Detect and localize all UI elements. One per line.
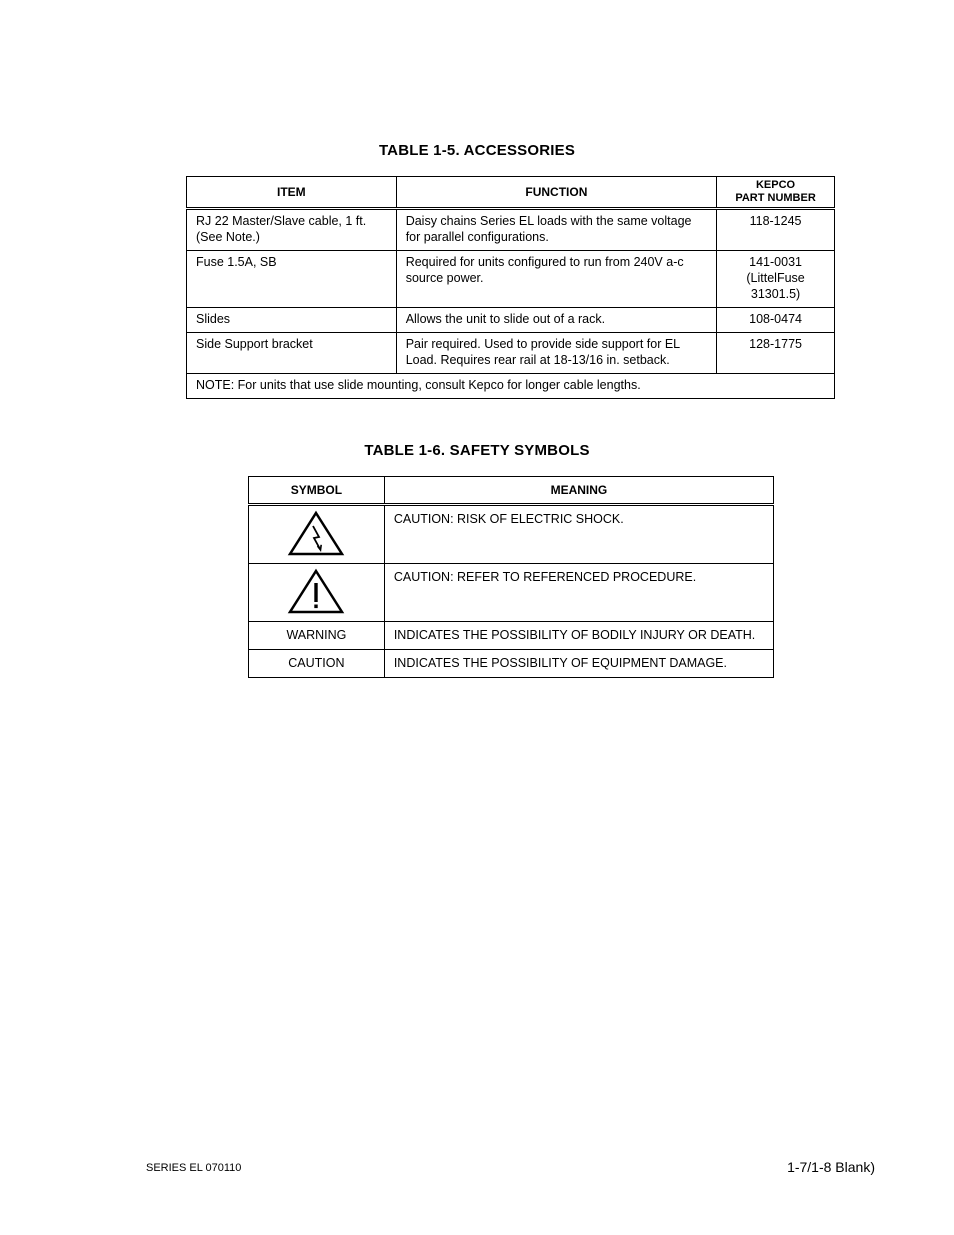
meaning-cell: INDICATES THE POSSIBILITY OF BODILY INJURY OR DEATH. xyxy=(384,622,773,650)
table-note-row xyxy=(187,374,835,399)
column-header-symbol: SYMBOL xyxy=(249,477,385,505)
column-header-meaning: MEANING xyxy=(384,477,773,505)
function-cell: Pair required. Used to provide side support for EL Load. Requires rear rail at 18-13/16 in. setback. xyxy=(396,333,716,374)
safety-symbols-table xyxy=(248,476,774,678)
item-cell: Side Support bracket xyxy=(187,333,397,374)
table-1-6-caption: TABLE 1-6. SAFETY SYMBOLS xyxy=(364,442,590,459)
table-row xyxy=(249,505,774,564)
function-cell: Daisy chains Series EL loads with the same voltage for parallel configurations. xyxy=(396,209,716,251)
part-number-cell: 128-1775 xyxy=(717,333,835,374)
meaning-cell: CAUTION: REFER TO REFERENCED PROCEDURE. xyxy=(384,564,773,622)
table-1-5-caption: TABLE 1-5. ACCESSORIES xyxy=(378,142,576,159)
part-number-cell: 118-1245 xyxy=(717,209,835,251)
footer-page-number: 1-7/1-8 Blank) xyxy=(787,1159,875,1175)
part-number-cell: 141-0031 (LittelFuse 31301.5) xyxy=(717,251,835,308)
function-cell: Allows the unit to slide out of a rack. xyxy=(396,308,716,333)
symbol-cell: WARNING xyxy=(249,622,385,650)
item-cell: RJ 22 Master/Slave cable, 1 ft. (See Note.) xyxy=(187,209,397,251)
table-row xyxy=(249,564,774,622)
table-header-row xyxy=(249,477,774,505)
meaning-cell: INDICATES THE POSSIBILITY OF EQUIPMENT DAMAGE. xyxy=(384,650,773,678)
table-row xyxy=(249,650,774,678)
symbol-cell: CAUTION xyxy=(249,650,385,678)
symbol-cell xyxy=(249,505,385,564)
footer-document-id: SERIES EL 070110 xyxy=(146,1162,242,1174)
symbol-cell xyxy=(249,564,385,622)
electric-shock-warning-icon xyxy=(287,509,345,557)
column-header-part-number: KEPCO PART NUMBER xyxy=(717,177,835,209)
accessories-table xyxy=(186,176,835,399)
table-header-row xyxy=(187,177,835,209)
table-row xyxy=(187,251,835,308)
table-row xyxy=(187,308,835,333)
item-cell: Fuse 1.5A, SB xyxy=(187,251,397,308)
table-note: NOTE: For units that use slide mounting, consult Kepco for longer cable lengths. xyxy=(187,374,835,399)
item-cell: Slides xyxy=(187,308,397,333)
column-header-item: ITEM xyxy=(187,177,397,209)
exclamation-warning-icon xyxy=(287,567,345,615)
table-row xyxy=(187,333,835,374)
meaning-cell: CAUTION: RISK OF ELECTRIC SHOCK. xyxy=(384,505,773,564)
column-header-function: FUNCTION xyxy=(396,177,716,209)
part-number-cell: 108-0474 xyxy=(717,308,835,333)
table-row xyxy=(187,209,835,251)
table-row xyxy=(249,622,774,650)
function-cell: Required for units configured to run from 240V a-c source power. xyxy=(396,251,716,308)
